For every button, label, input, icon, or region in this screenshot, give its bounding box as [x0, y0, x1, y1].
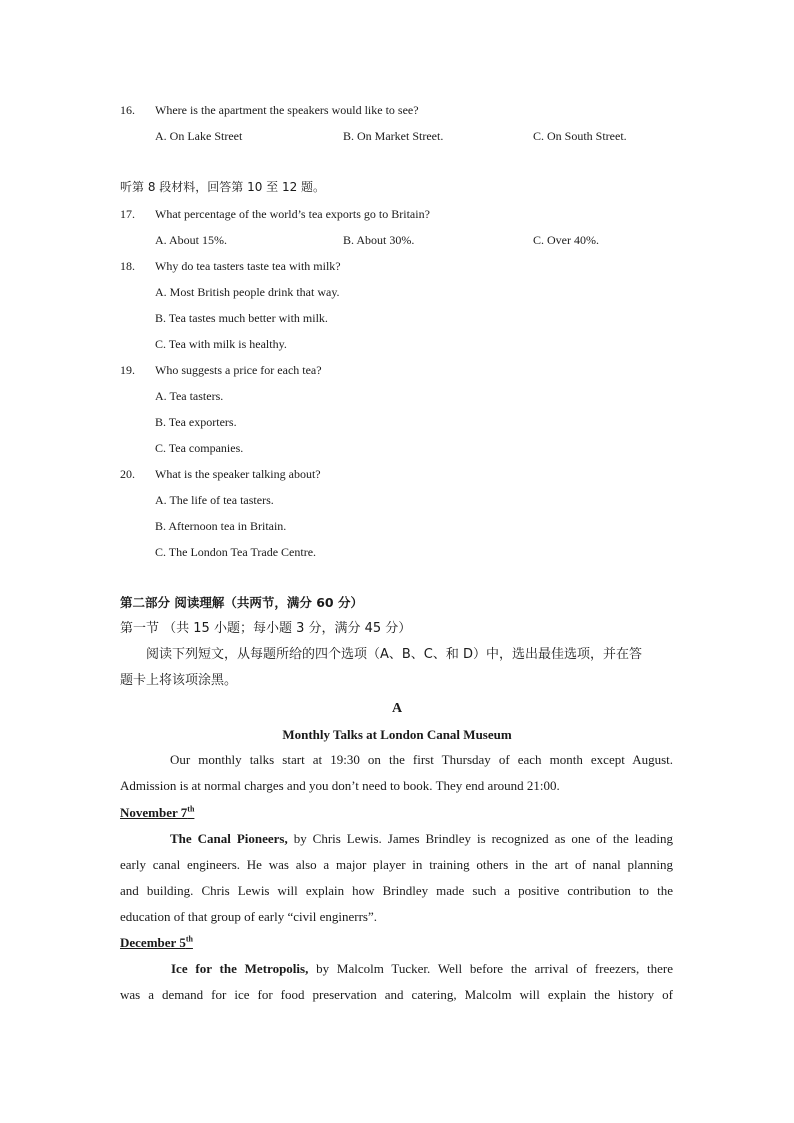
question-19-option-a: A. Tea tasters. — [155, 389, 224, 403]
listening-section-8-instruction: 听第 8 段材料，回答第 10 至 12 题。 — [120, 180, 326, 194]
date-december-suffix: th — [185, 934, 193, 944]
intro-line-2: Admission is at normal charges and you don’t need to book. They end around 21:00. — [120, 778, 560, 793]
question-16-number: 16. — [120, 103, 135, 117]
date-november — [120, 805, 194, 821]
date-december-text: December 5 — [120, 935, 186, 950]
talk-2-line-1-text: by Malcolm Tucker. Well before the arrival of freezers, there — [308, 961, 674, 976]
talk-1-line-2: early canal engineers. He was also a major player in training others in the art of nanal planning — [120, 857, 673, 872]
question-17-option-c: C. Over 40%. — [533, 233, 599, 247]
talk-1-line-1-text: by Chris Lewis. James Brindley is recognized as one of the leading — [287, 831, 673, 846]
talk-1-line-3: and building. Chris Lewis will explain how Brindley made such a positive contribution to the — [120, 883, 673, 898]
question-16-option-c: C. On South Street. — [533, 129, 627, 143]
question-20-option-b: B. Afternoon tea in Britain. — [155, 519, 287, 533]
date-november-suffix: th — [187, 804, 195, 814]
date-december — [120, 935, 193, 951]
question-20-text: What is the speaker talking about? — [155, 467, 321, 481]
question-18-text: Why do tea tasters taste tea with milk? — [155, 259, 341, 273]
intro-line-1: Our monthly talks start at 19:30 on the first Thursday of each month except August. — [170, 752, 673, 767]
question-20-option-c: C. The London Tea Trade Centre. — [155, 545, 317, 559]
question-19-text: Who suggests a price for each tea? — [155, 363, 322, 377]
talk-2-line-2: was a demand for ice for food preservation and catering, Malcolm will explain the history of — [120, 987, 673, 1002]
talk-1-title: The Canal Pioneers, — [170, 831, 288, 846]
talk-2-title: Ice for the Metropolis, — [171, 961, 309, 976]
date-november-text: November 7 — [120, 805, 188, 820]
reading-instruction-line-1: 阅读下列短文，从每题所给的四个选项（A、B、C、和 D）中，选出最佳选项，并在答 — [146, 647, 643, 662]
question-17-text: What percentage of the world’s tea exports go to Britain? — [155, 207, 430, 221]
question-19-option-c: C. Tea companies. — [155, 441, 244, 455]
question-16-option-b: B. On Market Street. — [343, 129, 444, 143]
question-19-number: 19. — [120, 363, 135, 377]
question-17-option-a: A. About 15%. — [155, 233, 227, 247]
passage-title: Monthly Talks at London Canal Museum — [282, 727, 512, 742]
talk-2-line-1 — [171, 961, 673, 977]
talk-1-line-1 — [170, 831, 673, 847]
question-16-text: Where is the apartment the speakers would like to see? — [155, 103, 419, 117]
talk-1-line-4: education of that group of early “civil enginerrs”. — [120, 909, 378, 924]
reading-section-title: 第一节 （共 15 小题；每小题 3 分，满分 45 分） — [120, 621, 412, 636]
question-18-option-b: B. Tea tastes much better with milk. — [155, 311, 328, 325]
question-17-option-b: B. About 30%. — [343, 233, 415, 247]
passage-letter: A — [391, 701, 403, 716]
reading-instruction-line-2: 题卡上将该项涂黑。 — [120, 673, 238, 688]
question-17-number: 17. — [120, 207, 135, 221]
question-19-option-b: B. Tea exporters. — [155, 415, 237, 429]
question-18-option-a: A. Most British people drink that way. — [155, 285, 340, 299]
question-20-option-a: A. The life of tea tasters. — [155, 493, 274, 507]
question-16-option-a: A. On Lake Street — [155, 129, 243, 143]
question-18-option-c: C. Tea with milk is healthy. — [155, 337, 287, 351]
question-18-number: 18. — [120, 259, 135, 273]
question-20-number: 20. — [120, 467, 135, 481]
reading-part-title: 第二部分 阅读理解（共两节，满分 60 分） — [120, 595, 363, 610]
